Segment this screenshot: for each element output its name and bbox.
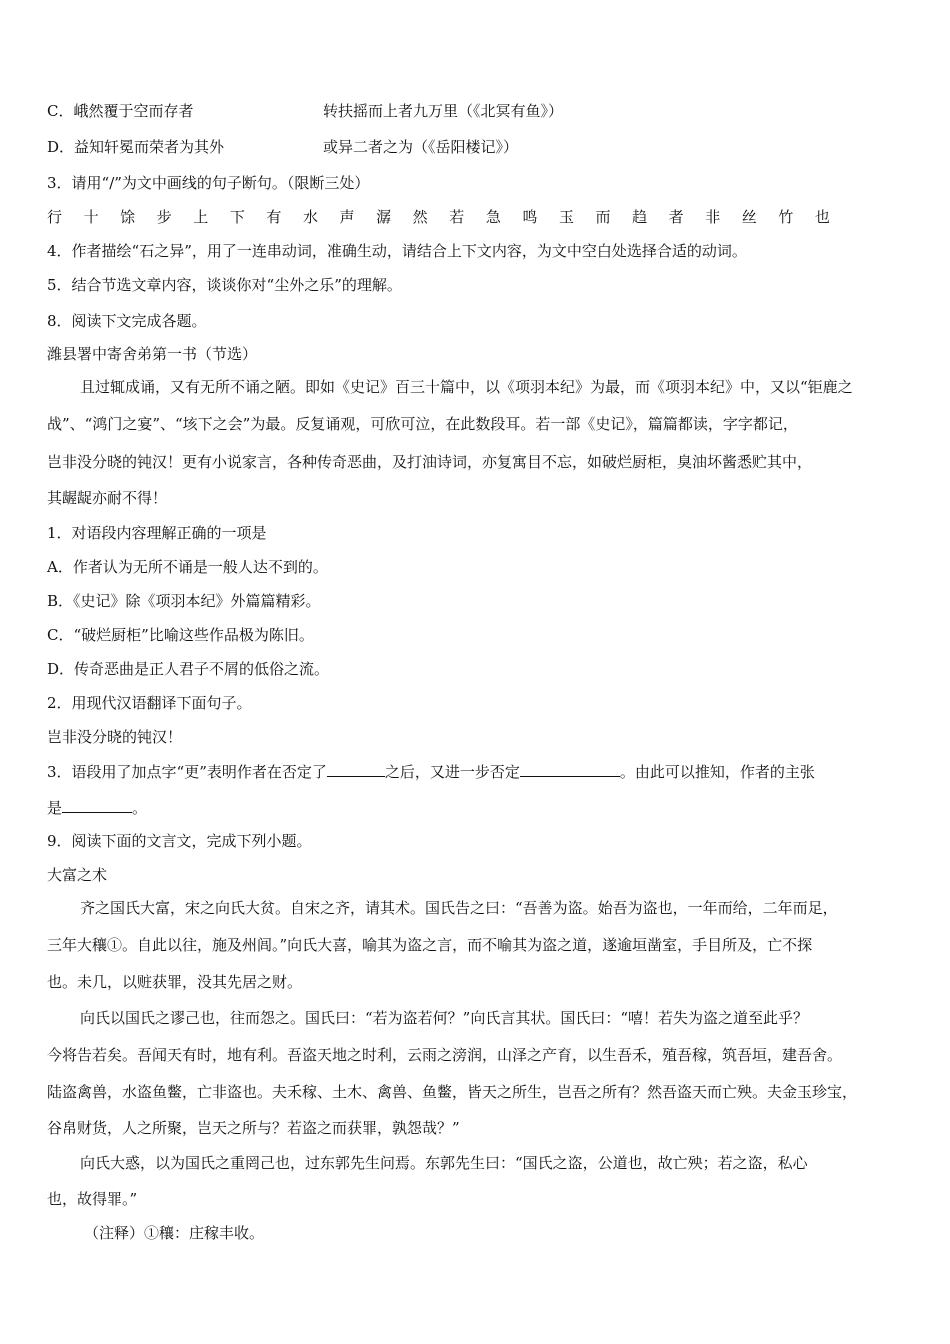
q7-option-c-right: 转扶摇而上者九万里（《北冥有鱼》） bbox=[323, 102, 564, 120]
q8-question-3-continued bbox=[47, 796, 147, 819]
q8-passage-line: 战”、“鸿门之宴”、“垓下之会”为最。反复诵观，可欣可泣，在此数段耳。若一部《史记》，篇篇都读，字字都记， bbox=[47, 415, 798, 433]
answer-blank[interactable] bbox=[327, 760, 385, 777]
q7-question-5: 5．结合节选文章内容，谈谈你对“尘外之乐”的理解。 bbox=[47, 276, 402, 294]
q9-passage-line: 向氏大惑，以为国氏之重罔己也，过东郭先生问焉。东郭先生曰：“国氏之盗，公道也，故亡殃；若之盗，私心 bbox=[80, 1154, 808, 1172]
q8-option-b: B．《史记》除《项羽本纪》外篇篇精彩。 bbox=[47, 592, 321, 610]
answer-blank[interactable] bbox=[62, 796, 132, 813]
q8-passage-title: 潍县署中寄舍弟第一书（节选） bbox=[47, 345, 258, 363]
q9-passage-line: 也。未几，以赃获罪，没其先居之财。 bbox=[47, 973, 303, 991]
q8-question-3-part: 。 bbox=[132, 799, 148, 817]
q8-option-a: A．作者认为无所不诵是一般人达不到的。 bbox=[47, 558, 328, 576]
q9-passage-line: 齐之国氏大富，宋之向氏大贫。自宋之齐，请其术。国氏告之曰：“吾善为盗。始吾为盗也，一年而给，二年而足， bbox=[80, 899, 838, 917]
q8-question-2: 2．用现代汉语翻译下面句子。 bbox=[47, 694, 252, 712]
q8-question-3-part: 3．语段用了加点字“更”表明作者在否定了 bbox=[47, 763, 327, 781]
q9-passage-line: 也，故得罪。” bbox=[47, 1190, 138, 1208]
q9-passage-line: 三年大穰①。自此以往，施及州闾。”向氏大喜，喻其为盗之言，而不喻其为盗之道，遂逾垣凿室，手目所及，亡不探 bbox=[47, 936, 813, 954]
q9-passage-line: 陆盗禽兽，水盗鱼鳖，亡非盗也。夫禾稼、土木、禽兽、鱼鳖，皆天之所生，岂吾之所有？然吾盗天而亡殃。夫金玉珍宝， bbox=[47, 1083, 858, 1101]
q7-option-d bbox=[47, 136, 519, 158]
q9-passage-line: 谷帛财货，人之所聚，岂天之所与？若盗之而获罪，孰怨哉？” bbox=[47, 1119, 460, 1137]
q8-question-2-text: 岂非没分晓的钝汉！ bbox=[47, 728, 183, 746]
q9-passage-title: 大富之术 bbox=[47, 866, 108, 884]
q8-question-3-part: 。由此可以推知，作者的主张 bbox=[619, 763, 815, 781]
q9-passage-line: 今将告若矣。吾闻天有时，地有利。吾盗天地之时利，云雨之滂润，山泽之产育，以生吾禾，殖吾稼，筑吾垣，建吾舍。 bbox=[47, 1046, 843, 1064]
q8-option-d: D．传奇恶曲是正人君子不屑的低俗之流。 bbox=[47, 660, 330, 678]
answer-blank[interactable] bbox=[520, 760, 620, 777]
q8-passage-line: 岂非没分晓的钝汉！更有小说家言，各种传奇恶曲，及打油诗词，亦复寓目不忘，如破烂厨柜，臭油坏酱悉贮其中， bbox=[47, 453, 813, 471]
q9-footnote: （注释）①穰：庄稼丰收。 bbox=[84, 1224, 265, 1242]
q8-passage-line: 其龌龊亦耐不得！ bbox=[47, 489, 168, 507]
q7-option-d-right: 或异二者之为（《岳阳楼记》） bbox=[323, 138, 519, 156]
q9-passage-line: 向氏以国氏之谬己也，往而怨之。国氏曰：“若为盗若何？”向氏言其状。国氏曰：“嘻！若失为盗之道至此乎？ bbox=[80, 1009, 809, 1027]
q8-passage-line: 且过辄成诵，又有无所不诵之陋。即如《史记》百三十篇中，以《项羽本纪》为最，而《项羽本纪》中，又以“钜鹿之 bbox=[80, 378, 853, 396]
q7-option-c-left: C．峨然覆于空而存者 bbox=[47, 102, 194, 120]
q7-question-3-text: 行 十 馀 步 上 下 有 水 声 潺 然 若 急 鸣 玉 而 趋 者 非 丝 竹 也 bbox=[47, 208, 839, 226]
q8-option-c: C．“破烂厨柜”比喻这些作品极为陈旧。 bbox=[47, 626, 314, 644]
q7-option-d-left: D．益知轩冕而荣者为其外 bbox=[47, 138, 225, 156]
q8-question-3 bbox=[47, 760, 815, 783]
q9-heading: 9．阅读下面的文言文，完成下列小题。 bbox=[47, 832, 312, 850]
q7-question-3: 3．请用“/”为文中画线的句子断句。（限断三处） bbox=[47, 174, 370, 192]
q8-question-1: 1．对语段内容理解正确的一项是 bbox=[47, 524, 267, 542]
q7-question-4: 4．作者描绘“石之异”，用了一连串动词，准确生动，请结合上下文内容，为文中空白处选择合适的动词。 bbox=[47, 242, 747, 260]
q8-question-3-part: 是 bbox=[47, 799, 63, 817]
q8-question-3-part: 之后，又进一步否定 bbox=[384, 763, 520, 781]
q8-heading: 8．阅读下文完成各题。 bbox=[47, 312, 207, 330]
q7-option-c bbox=[47, 100, 564, 122]
